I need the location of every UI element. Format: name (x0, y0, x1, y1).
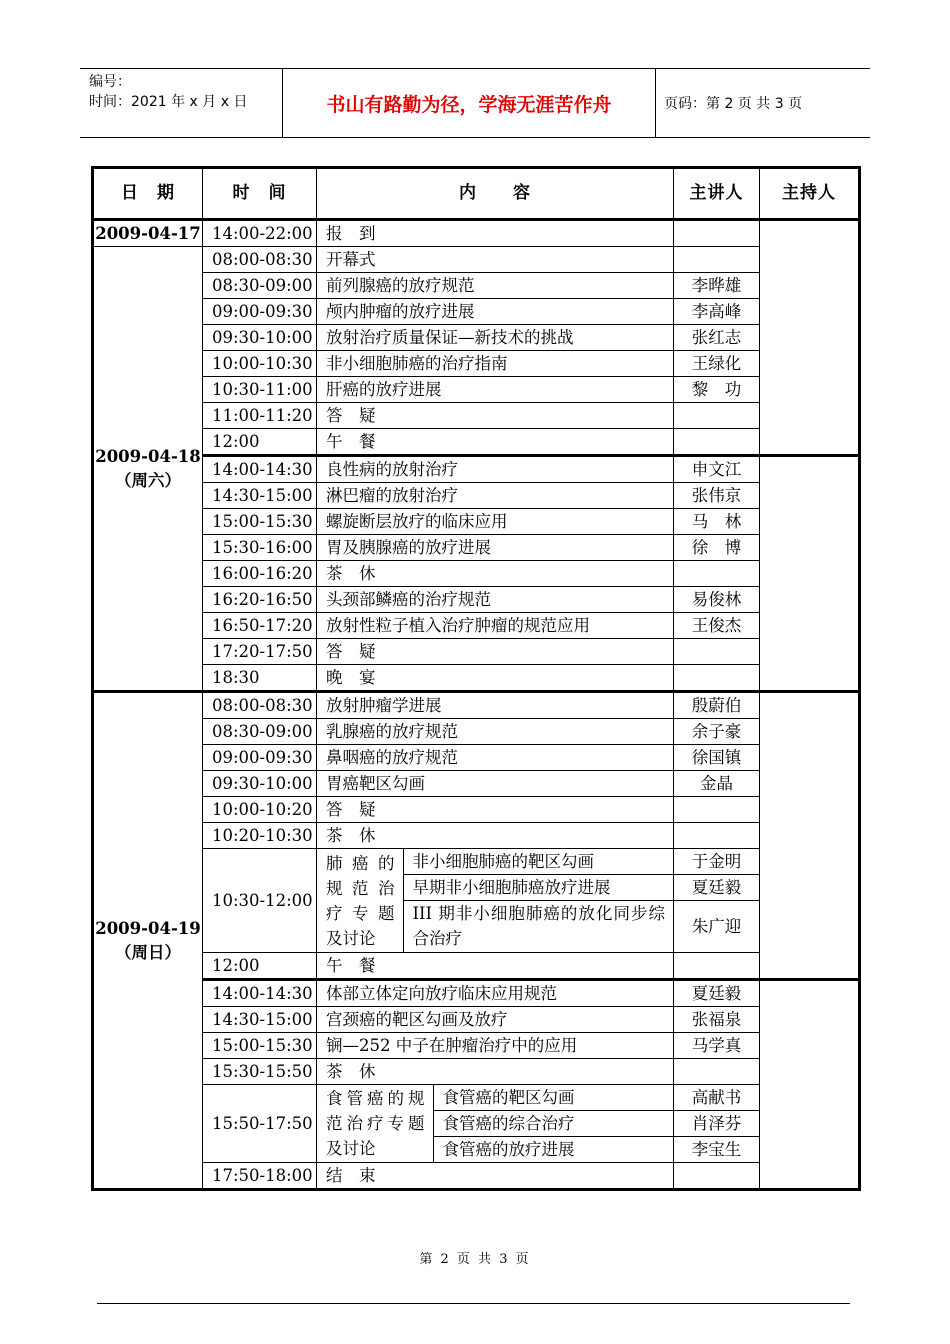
date-cell (93, 247, 203, 692)
time-cell: 08:00-08:30 (203, 247, 317, 273)
table-row (93, 535, 860, 561)
footer-divider (97, 1303, 850, 1304)
content-cell: 鼻咽癌的放疗规范 (317, 745, 674, 771)
session-item: 食管癌的放疗进展 (442, 1140, 575, 1159)
weekday-value: （周六） (115, 470, 181, 490)
content-cell: 茶 休 (317, 1059, 674, 1085)
host-cell (760, 980, 860, 1190)
table-row (93, 1033, 860, 1059)
content-cell: 乳腺癌的放疗规范 (317, 719, 674, 745)
table-row (93, 299, 860, 325)
time-cell: 18:30 (203, 665, 317, 692)
speaker-cell (674, 665, 760, 692)
table-row (93, 823, 860, 849)
content-cell: 良性病的放射治疗 (317, 456, 674, 483)
session-topic: 肺 癌 的 规 范 治 疗 专 题 及讨论 (317, 849, 403, 952)
number-label: 编号： (89, 74, 131, 90)
table-row (93, 403, 860, 429)
session-subtable (317, 1085, 673, 1162)
table-row (93, 483, 860, 509)
content-cell: 开幕式 (317, 247, 674, 273)
time-cell: 08:00-08:30 (203, 692, 317, 719)
speaker-cell: 申文江 (674, 456, 760, 483)
speaker-cell: 余子豪 (674, 719, 760, 745)
header-speaker: 主讲人 (674, 168, 760, 220)
weekday-value: （周日） (115, 942, 181, 962)
table-header-row (93, 168, 860, 220)
speaker-cell: 金晶 (674, 771, 760, 797)
speaker-cell (674, 429, 760, 456)
time-cell: 08:30-09:00 (203, 719, 317, 745)
content-cell: 茶 休 (317, 561, 674, 587)
table-row (93, 849, 860, 875)
header-motto: 书山有路勤为径，学海无涯苦作舟 (282, 69, 656, 137)
table-row (93, 797, 860, 823)
time-cell: 08:30-09:00 (203, 273, 317, 299)
header-date: 日 期 (93, 168, 203, 220)
time-cell: 15:50-17:50 (203, 1085, 317, 1163)
time-cell: 09:00-09:30 (203, 745, 317, 771)
speaker-cell: 高献书 (674, 1085, 760, 1111)
table-row (93, 665, 860, 692)
content-cell: 颅内肿瘤的放疗进展 (317, 299, 674, 325)
content-cell: 锎—252 中子在肿瘤治疗中的应用 (317, 1033, 674, 1059)
header-host: 主持人 (760, 168, 860, 220)
host-cell (760, 456, 860, 692)
table-row (93, 719, 860, 745)
table-row (93, 220, 860, 247)
speaker-cell (674, 823, 760, 849)
content-cell: 晚 宴 (317, 665, 674, 692)
content-cell: 头颈部鳞癌的治疗规范 (317, 587, 674, 613)
page-header (80, 68, 870, 138)
speaker-cell: 殷蔚伯 (674, 692, 760, 719)
session-subtable (317, 849, 673, 952)
table-row (93, 1007, 860, 1033)
date-value: 2009-04-18 (95, 446, 201, 466)
header-meta (80, 69, 282, 137)
content-cell: 报 到 (317, 220, 674, 247)
host-cell (760, 220, 860, 456)
time-cell: 15:00-15:30 (203, 1033, 317, 1059)
time-cell: 14:00-22:00 (203, 220, 317, 247)
content-cell: 非小细胞肺癌的治疗指南 (317, 351, 674, 377)
speaker-cell: 徐国镇 (674, 745, 760, 771)
time-cell: 15:30-16:00 (203, 535, 317, 561)
speaker-cell: 张福泉 (674, 1007, 760, 1033)
session-topic: 食管癌的规范治疗专题及讨论 (317, 1085, 433, 1162)
speaker-cell: 夏廷毅 (674, 875, 760, 901)
content-cell: 放射性粒子植入治疗肿瘤的规范应用 (317, 613, 674, 639)
table-row (93, 561, 860, 587)
session-cell (317, 849, 674, 953)
session-item: 早期非小细胞肺癌放疗进展 (404, 875, 674, 901)
speaker-cell (674, 220, 760, 247)
time-cell: 17:50-18:00 (203, 1163, 317, 1190)
time-cell: 16:00-16:20 (203, 561, 317, 587)
content-cell: 螺旋断层放疗的临床应用 (317, 509, 674, 535)
content-cell: 胃及胰腺癌的放疗进展 (317, 535, 674, 561)
content-cell: 胃癌靶区勾画 (317, 771, 674, 797)
content-cell: 放射治疗质量保证—新技术的挑战 (317, 325, 674, 351)
speaker-cell: 李宝生 (674, 1137, 760, 1163)
table-row (93, 509, 860, 535)
speaker-cell: 王绿化 (674, 351, 760, 377)
content-cell: 午 餐 (317, 429, 674, 456)
table-row (93, 1163, 860, 1190)
table-row (93, 1059, 860, 1085)
table-row (93, 429, 860, 456)
table-row (93, 273, 860, 299)
schedule-table (91, 166, 861, 1191)
table-row (93, 456, 860, 483)
header-content: 内 容 (317, 168, 674, 220)
content-cell: 答 疑 (317, 403, 674, 429)
table-row (93, 247, 860, 273)
time-label: 时间：2021 年 x 月 x 日 (89, 94, 248, 110)
time-cell: 16:50-17:20 (203, 613, 317, 639)
table-row (93, 613, 860, 639)
table-row (93, 745, 860, 771)
table-row (93, 325, 860, 351)
speaker-cell: 马学真 (674, 1033, 760, 1059)
page-footer: 第 2 页 共 3 页 (419, 1252, 531, 1267)
speaker-cell (674, 1059, 760, 1085)
time-cell: 09:30-10:00 (203, 325, 317, 351)
time-cell: 12:00 (203, 953, 317, 980)
header-page-label: 页码：第 2 页 共 3 页 (664, 96, 803, 112)
table-row (93, 639, 860, 665)
speaker-cell (674, 247, 760, 273)
time-cell: 15:00-15:30 (203, 509, 317, 535)
content-cell: 午 餐 (317, 953, 674, 980)
session-item: 食管癌的靶区勾画 (434, 1085, 674, 1111)
speaker-cell: 张伟京 (674, 483, 760, 509)
speaker-cell: 李晔雄 (674, 273, 760, 299)
speaker-cell: 马 林 (674, 509, 760, 535)
time-cell: 10:00-10:20 (203, 797, 317, 823)
date-value: 2009-04-19 (95, 918, 201, 938)
table-row (93, 351, 860, 377)
time-cell: 09:30-10:00 (203, 771, 317, 797)
session-item: 食管癌的综合治疗 (434, 1111, 674, 1137)
speaker-cell: 朱广迎 (674, 901, 760, 953)
speaker-cell (674, 953, 760, 980)
table-row (93, 1085, 860, 1111)
speaker-cell: 徐 博 (674, 535, 760, 561)
session-item: 非小细胞肺癌的靶区勾画 (404, 849, 674, 875)
time-cell: 10:30-12:00 (203, 849, 317, 953)
session-item: III 期非小细胞肺癌的放化同步综合治疗 (412, 904, 665, 948)
content-cell: 答 疑 (317, 639, 674, 665)
speaker-cell: 王俊杰 (674, 613, 760, 639)
table-row (93, 587, 860, 613)
time-cell: 14:00-14:30 (203, 980, 317, 1007)
speaker-cell (674, 797, 760, 823)
time-cell: 14:00-14:30 (203, 456, 317, 483)
content-cell: 肝癌的放疗进展 (317, 377, 674, 403)
date-cell: 2009-04-17 (93, 220, 203, 247)
speaker-cell: 易俊林 (674, 587, 760, 613)
speaker-cell: 李高峰 (674, 299, 760, 325)
time-cell: 09:00-09:30 (203, 299, 317, 325)
speaker-cell: 黎 功 (674, 377, 760, 403)
speaker-cell (674, 403, 760, 429)
content-cell: 答 疑 (317, 797, 674, 823)
speaker-cell (674, 1163, 760, 1190)
date-cell (93, 692, 203, 1190)
table-row (93, 771, 860, 797)
content-cell: 放射肿瘤学进展 (317, 692, 674, 719)
host-cell (760, 692, 860, 980)
content-cell: 体部立体定向放疗临床应用规范 (317, 980, 674, 1007)
time-cell: 14:30-15:00 (203, 483, 317, 509)
time-cell: 12:00 (203, 429, 317, 456)
table-row (93, 692, 860, 719)
speaker-cell: 夏廷毅 (674, 980, 760, 1007)
content-cell: 茶 休 (317, 823, 674, 849)
time-cell: 16:20-16:50 (203, 587, 317, 613)
speaker-cell: 于金明 (674, 849, 760, 875)
time-cell: 14:30-15:00 (203, 1007, 317, 1033)
speaker-cell (674, 639, 760, 665)
content-cell: 宫颈癌的靶区勾画及放疗 (317, 1007, 674, 1033)
time-cell: 10:20-10:30 (203, 823, 317, 849)
speaker-cell: 肖泽芬 (674, 1111, 760, 1137)
time-cell: 11:00-11:20 (203, 403, 317, 429)
time-cell: 15:30-15:50 (203, 1059, 317, 1085)
table-row (93, 953, 860, 980)
header-time: 时 间 (203, 168, 317, 220)
table-row (93, 377, 860, 403)
session-cell (317, 1085, 674, 1163)
table-row (93, 980, 860, 1007)
speaker-cell: 张红志 (674, 325, 760, 351)
content-cell: 结 束 (317, 1163, 674, 1190)
content-cell: 前列腺癌的放疗规范 (317, 273, 674, 299)
time-cell: 17:20-17:50 (203, 639, 317, 665)
time-cell: 10:00-10:30 (203, 351, 317, 377)
time-cell: 10:30-11:00 (203, 377, 317, 403)
content-cell: 淋巴瘤的放射治疗 (317, 483, 674, 509)
speaker-cell (674, 561, 760, 587)
